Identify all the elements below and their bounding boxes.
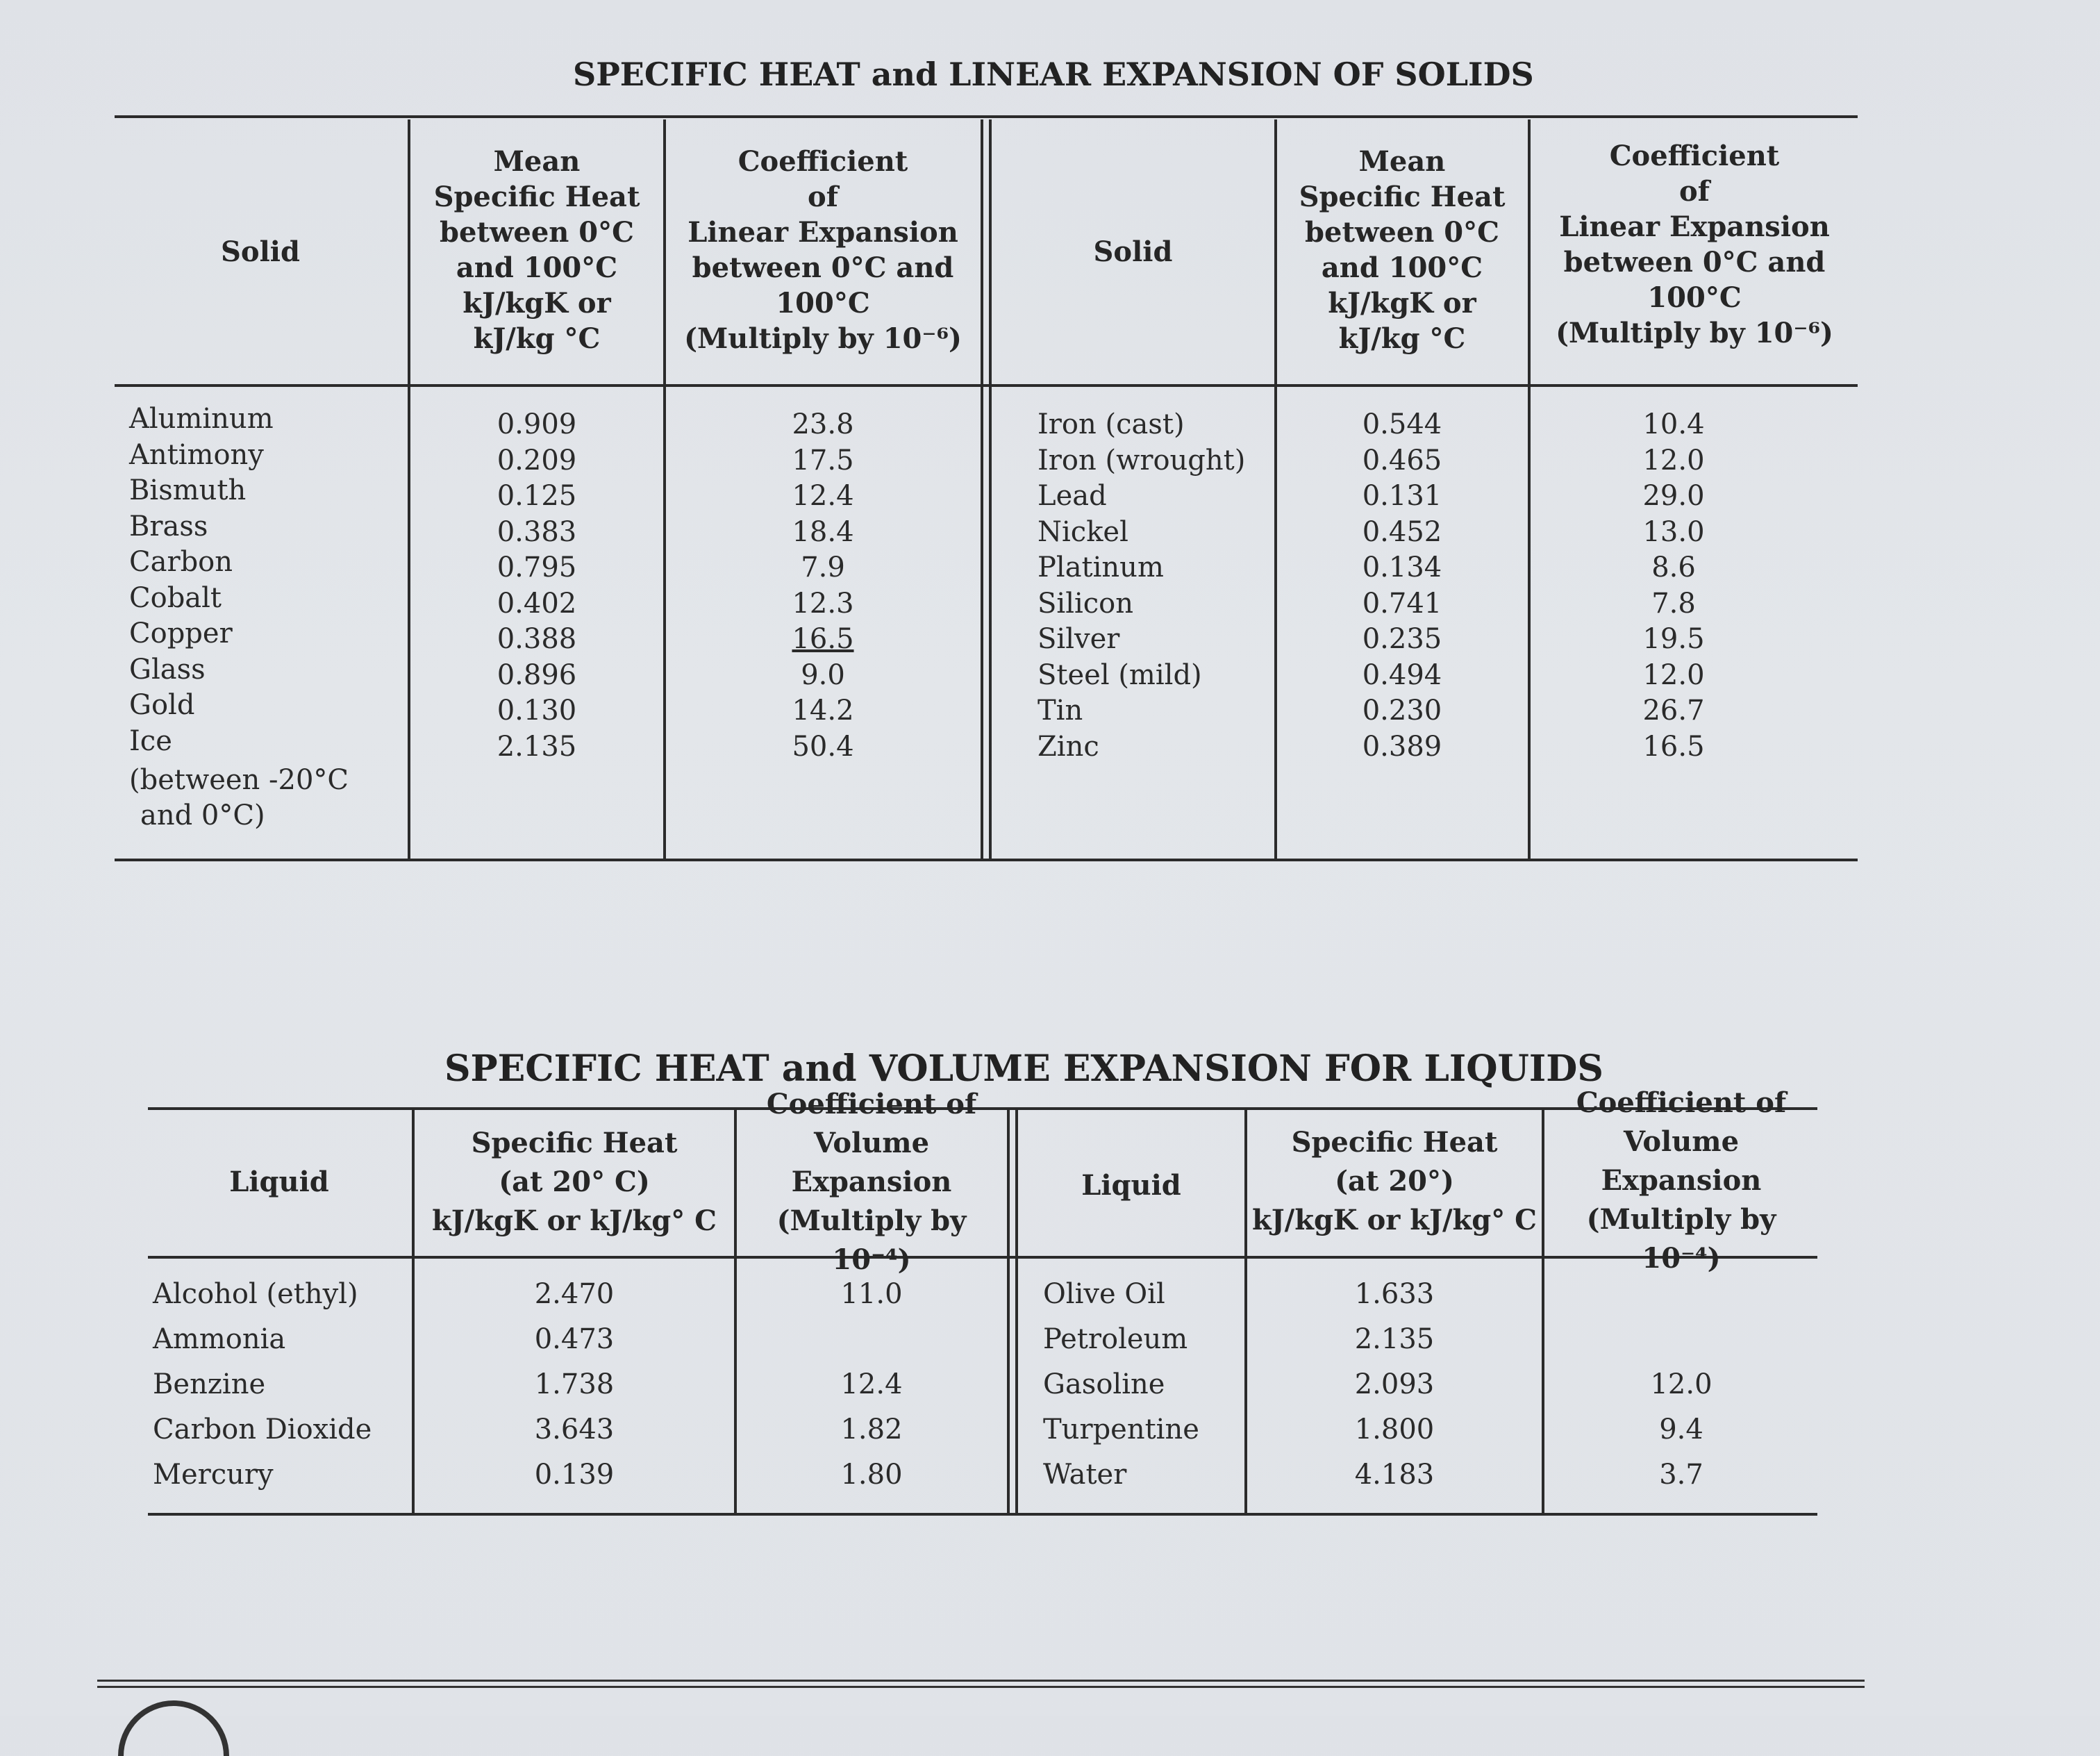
- header-liquid-right: Liquid: [1081, 1169, 1181, 1202]
- solid-name-right-9: Zinc: [1038, 730, 1099, 763]
- solid-exp-left-3: 18.4: [792, 515, 854, 548]
- solid-name-left-2: Bismuth: [129, 474, 247, 506]
- solid-exp-left-0: 23.8: [792, 408, 854, 440]
- solid-exp-right-6: 19.5: [1642, 623, 1705, 655]
- solids-divider-3a: [981, 119, 983, 860]
- liquid-name-right-3: Turpentine: [1043, 1414, 1199, 1446]
- solid-exp-right-3: 13.0: [1642, 515, 1705, 548]
- liquid-name-right-4: Water: [1043, 1459, 1127, 1491]
- liquid-heat-left-4: 0.139: [534, 1459, 615, 1491]
- solids-divider-5: [1528, 119, 1531, 860]
- solid-heat-right-6: 0.235: [1362, 623, 1442, 655]
- solid-exp-left-4: 7.9: [801, 552, 845, 583]
- ice-note-line-2: and 0°C): [140, 800, 265, 831]
- solid-name-right-7: Steel (mild): [1038, 658, 1202, 691]
- header-liquid-left: Liquid: [229, 1166, 329, 1198]
- header-volume-expansion-right: Coefficient of Volume Expansion (Multiply by 10⁻⁴): [1576, 1086, 1787, 1275]
- liquid-name-left-1: Ammonia: [153, 1323, 286, 1355]
- solid-exp-right-2: 29.0: [1642, 480, 1705, 512]
- liquids-table-title: SPECIFIC HEAT and VOLUME EXPANSION FOR LIQUIDS: [444, 1047, 1603, 1090]
- header-specific-heat-right: Mean Specific Heat between 0°C and 100°C kJ/kgK or kJ/kg °C: [1299, 145, 1506, 355]
- header-specific-heat-liquid-left: Specific Heat (at 20° C) kJ/kgK or kJ/kg° C: [432, 1127, 717, 1237]
- liquids-bottom-rule: [148, 1513, 1817, 1516]
- liquid-exp-right-2: 12.0: [1650, 1368, 1712, 1400]
- solids-bottom-rule: [115, 859, 1858, 861]
- solid-heat-left-3: 0.383: [497, 515, 577, 548]
- solids-divider-3b: [989, 119, 992, 860]
- footer-rule-top: [97, 1680, 1865, 1682]
- solid-name-right-6: Silver: [1038, 623, 1120, 655]
- publisher-logo-icon: [118, 1700, 229, 1756]
- solid-heat-right-1: 0.465: [1362, 444, 1442, 477]
- solid-name-left-1: Antimony: [129, 438, 264, 471]
- liquid-name-right-2: Gasoline: [1043, 1368, 1165, 1400]
- liquid-name-right-1: Petroleum: [1043, 1323, 1188, 1355]
- solid-exp-right-5: 7.8: [1651, 587, 1696, 620]
- liquid-heat-left-1: 0.473: [534, 1323, 615, 1355]
- solid-heat-right-2: 0.131: [1362, 480, 1442, 512]
- liquid-exp-left-4: 1.80: [840, 1459, 903, 1491]
- solid-heat-left-1: 0.209: [497, 444, 577, 477]
- liquids-divider-3b: [1015, 1110, 1018, 1514]
- solid-name-right-0: Iron (cast): [1038, 408, 1185, 440]
- solid-name-left-0: Aluminum: [129, 403, 274, 435]
- solid-heat-right-3: 0.452: [1362, 515, 1442, 548]
- header-linear-expansion-right: Coefficient of Linear Expansion between 0°C and 100°C (Multiply by 10⁻⁶): [1556, 140, 1833, 349]
- liquid-name-left-3: Carbon Dioxide: [153, 1414, 372, 1446]
- solid-name-left-7: Glass: [129, 653, 206, 686]
- header-volume-expansion-left: Coefficient of Volume Expansion (Multiply by 10⁻⁴): [766, 1088, 977, 1276]
- liquid-heat-left-3: 3.643: [534, 1414, 615, 1446]
- solid-exp-left-2: 12.4: [792, 480, 854, 512]
- solid-heat-left-4: 0.795: [497, 552, 577, 583]
- liquid-heat-right-3: 1.800: [1354, 1414, 1435, 1446]
- solid-exp-left-9: 50.4: [792, 730, 854, 763]
- solid-exp-left-1: 17.5: [792, 444, 854, 477]
- solids-header-rule: [115, 384, 1858, 387]
- solid-name-left-8: Gold: [129, 689, 195, 721]
- solid-heat-left-0: 0.909: [497, 408, 577, 440]
- solid-name-right-3: Nickel: [1038, 515, 1128, 548]
- solid-exp-right-9: 16.5: [1642, 730, 1705, 763]
- liquid-heat-left-2: 1.738: [534, 1368, 615, 1400]
- solids-top-rule: [115, 115, 1858, 118]
- liquid-exp-left-3: 1.82: [840, 1414, 903, 1446]
- liquid-name-left-4: Mercury: [153, 1459, 274, 1491]
- solid-exp-right-0: 10.4: [1642, 408, 1705, 440]
- liquid-name-left-0: Alcohol (ethyl): [153, 1278, 358, 1310]
- solid-exp-right-4: 8.6: [1651, 552, 1696, 583]
- solid-name-left-3: Brass: [129, 510, 208, 542]
- solids-divider-1: [408, 119, 410, 860]
- solid-name-right-1: Iron (wrought): [1038, 444, 1246, 477]
- liquid-name-left-2: Benzine: [153, 1368, 266, 1400]
- liquids-divider-5: [1542, 1110, 1544, 1514]
- solid-heat-right-5: 0.741: [1362, 587, 1442, 620]
- solids-divider-4: [1274, 119, 1277, 860]
- header-specific-heat-liquid-right: Specific Heat (at 20°) kJ/kgK or kJ/kg° C: [1252, 1126, 1537, 1236]
- liquid-exp-left-0: 11.0: [840, 1278, 903, 1310]
- header-linear-expansion-left: Coefficient of Linear Expansion between 0°C and 100°C (Multiply by 10⁻⁶): [684, 145, 962, 355]
- solid-name-left-5: Cobalt: [129, 581, 222, 614]
- liquid-heat-right-4: 4.183: [1354, 1459, 1435, 1491]
- solid-name-right-8: Tin: [1038, 695, 1083, 727]
- solid-exp-left-7: 9.0: [801, 658, 845, 691]
- header-specific-heat-left: Mean Specific Heat between 0°C and 100°C kJ/kgK or kJ/kg °C: [433, 145, 640, 355]
- liquid-exp-right-3: 9.4: [1659, 1414, 1703, 1446]
- solid-heat-left-6: 0.388: [497, 623, 577, 655]
- solid-name-left-9: Ice: [129, 724, 172, 757]
- liquid-name-right-0: Olive Oil: [1043, 1278, 1165, 1310]
- solid-heat-left-5: 0.402: [497, 587, 577, 620]
- header-solid-left: Solid: [221, 235, 300, 268]
- liquid-heat-left-0: 2.470: [534, 1278, 615, 1310]
- liquid-heat-right-1: 2.135: [1354, 1323, 1435, 1355]
- liquid-exp-right-4: 3.7: [1659, 1459, 1703, 1491]
- solid-exp-right-7: 12.0: [1642, 658, 1705, 691]
- solid-heat-right-0: 0.544: [1362, 408, 1442, 440]
- liquids-divider-3a: [1007, 1110, 1010, 1514]
- solid-name-left-6: Copper: [129, 618, 233, 649]
- footer-rule-bottom: [97, 1686, 1865, 1688]
- solid-exp-left-5: 12.3: [792, 587, 854, 620]
- solid-name-right-5: Silicon: [1038, 587, 1134, 620]
- solid-heat-right-4: 0.134: [1362, 552, 1442, 583]
- solid-heat-right-9: 0.389: [1362, 730, 1442, 763]
- liquids-divider-4: [1244, 1110, 1247, 1514]
- solid-heat-left-9: 2.135: [497, 730, 577, 763]
- solids-divider-2: [663, 119, 666, 860]
- ice-note-line-1: (between -20°C: [129, 764, 349, 796]
- liquids-divider-1: [412, 1110, 415, 1514]
- solids-table-title: SPECIFIC HEAT and LINEAR EXPANSION OF SOLIDS: [573, 56, 1534, 93]
- solid-heat-right-7: 0.494: [1362, 658, 1442, 691]
- solid-heat-left-2: 0.125: [497, 480, 577, 512]
- liquid-heat-right-2: 2.093: [1354, 1368, 1435, 1400]
- solid-exp-left-6: 16.5: [792, 623, 854, 655]
- solid-exp-left-8: 14.2: [792, 695, 854, 727]
- solid-exp-right-1: 12.0: [1642, 444, 1705, 477]
- liquid-exp-left-2: 12.4: [840, 1368, 903, 1400]
- solid-heat-right-8: 0.230: [1362, 695, 1442, 727]
- solid-name-left-4: Carbon: [129, 546, 233, 578]
- liquids-divider-2: [734, 1110, 737, 1514]
- solid-exp-right-8: 26.7: [1642, 695, 1705, 727]
- liquid-heat-right-0: 1.633: [1354, 1278, 1435, 1310]
- solid-heat-left-8: 0.130: [497, 695, 577, 727]
- header-solid-right: Solid: [1093, 235, 1173, 268]
- solid-name-right-2: Lead: [1038, 480, 1107, 512]
- solid-name-right-4: Platinum: [1038, 552, 1164, 583]
- solid-heat-left-7: 0.896: [497, 658, 577, 691]
